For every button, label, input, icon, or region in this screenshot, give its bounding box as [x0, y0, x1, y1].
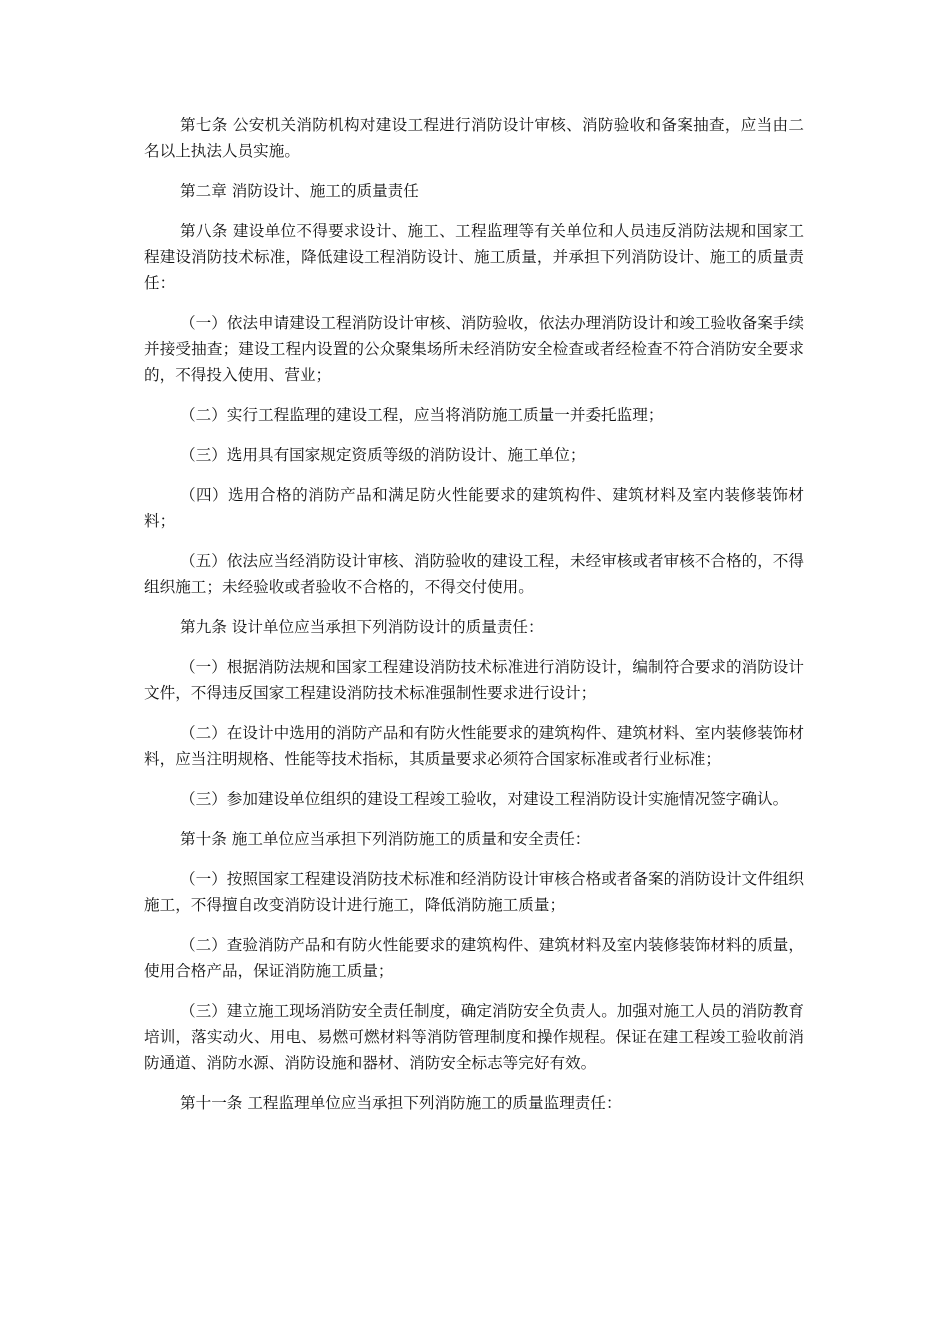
article-9-item-3: （三）参加建设单位组织的建设工程竣工验收，对建设工程消防设计实施情况签字确认。 [180, 790, 789, 808]
article-7-paragraph: 第七条 公安机关消防机构对建设工程进行消防设计审核、消防验收和备案抽查，应当由二名以上执法人员实施。 [144, 116, 804, 160]
article-10-item-3: （三）建立施工现场消防安全责任制度，确定消防安全负责人。加强对施工人员的消防教育培训，落实动火、用电、易燃可燃材料等消防管理制度和操作规程。保证在建工程竣工验收前消防通道、消防水源、消防设施和器材、消防安全标志等完好有效。 [144, 1002, 804, 1072]
article-9-paragraph: 第九条 设计单位应当承担下列消防设计的质量责任： [180, 618, 544, 636]
article-8-item-4: （四）选用合格的消防产品和满足防火性能要求的建筑构件、建筑材料及室内装修装饰材料； [144, 486, 804, 530]
article-10-item-1: （一）按照国家工程建设消防技术标准和经消防设计审核合格或者备案的消防设计文件组织施工，不得擅自改变消防设计进行施工，降低消防施工质量； [144, 870, 804, 914]
article-9-item-1: （一）根据消防法规和国家工程建设消防技术标准进行消防设计，编制符合要求的消防设计文件，不得违反国家工程建设消防技术标准强制性要求进行设计； [144, 658, 804, 702]
article-10-item-2: （二）查验消防产品和有防火性能要求的建筑构件、建筑材料及室内装修装饰材料的质量，使用合格产品，保证消防施工质量； [144, 936, 804, 980]
article-8-paragraph: 第八条 建设单位不得要求设计、施工、工程监理等有关单位和人员违反消防法规和国家工程建设消防技术标准，降低建设工程消防设计、施工质量，并承担下列消防设计、施工的质量责任： [144, 222, 804, 292]
article-8-item-1: （一）依法申请建设工程消防设计审核、消防验收，依法办理消防设计和竣工验收备案手续并接受抽查；建设工程内设置的公众聚集场所未经消防安全检查或者经检查不符合消防安全要求的，不得投入使用、营业； [144, 314, 804, 384]
article-8-item-3: （三）选用具有国家规定资质等级的消防设计、施工单位； [180, 446, 586, 464]
chapter-2-heading: 第二章 消防设计、施工的质量责任 [180, 182, 419, 200]
article-10-paragraph: 第十条 施工单位应当承担下列消防施工的质量和安全责任： [180, 830, 591, 848]
article-9-item-2: （二）在设计中选用的消防产品和有防火性能要求的建筑构件、建筑材料、室内装修装饰材料，应当注明规格、性能等技术指标，其质量要求必须符合国家标准或者行业标准； [144, 724, 804, 768]
document-body [144, 112, 804, 1130]
article-11-paragraph: 第十一条 工程监理单位应当承担下列消防施工的质量监理责任： [180, 1094, 622, 1112]
article-8-item-2: （二）实行工程监理的建设工程，应当将消防施工质量一并委托监理； [180, 406, 664, 424]
article-8-item-5: （五）依法应当经消防设计审核、消防验收的建设工程，未经审核或者审核不合格的，不得组织施工；未经验收或者验收不合格的，不得交付使用。 [144, 552, 804, 596]
